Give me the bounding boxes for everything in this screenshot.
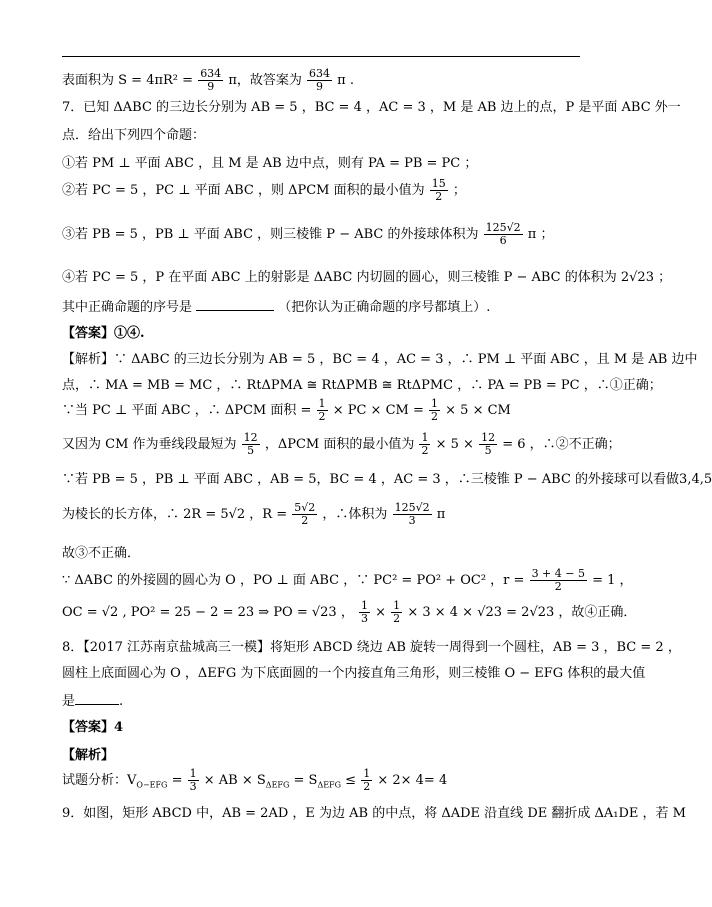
numerator: 15	[431, 177, 446, 190]
fraction	[530, 568, 587, 593]
solution-line	[62, 432, 621, 457]
text: =	[171, 773, 183, 788]
text: ×	[375, 605, 387, 620]
text: 表面积为 S = 4πR² =	[62, 73, 194, 88]
question-8-line3	[62, 692, 123, 710]
text: π ；	[527, 227, 554, 242]
fraction	[317, 398, 328, 423]
denominator: 2	[301, 514, 309, 527]
denominator: 2	[554, 580, 562, 593]
text: ，∴体积为	[322, 507, 388, 522]
question-8-line1: 8．【2017 江苏南京盐城高三一模】将矩形 ABCD 绕边 AB 旋转一周得到一个圆柱，AB = 3 ，BC = 2 ，	[62, 640, 681, 655]
text: × PC × CM =	[332, 403, 424, 418]
denominator: 6	[499, 234, 507, 247]
text: 是	[62, 694, 76, 709]
question-8-line2: 圆柱上底面圆心为 O ，ΔEFG 为下底面圆的一个内接直角三角形，则三棱锥 O − EFG 体积的最大值	[62, 666, 646, 681]
solution-line	[62, 568, 633, 593]
numerator: 1	[189, 767, 197, 780]
denominator: 2	[435, 190, 443, 203]
denominator: 2	[318, 410, 326, 423]
denominator: 2	[431, 410, 438, 423]
numerator: 1	[363, 767, 371, 780]
solution-line	[62, 768, 447, 794]
solution-line	[62, 502, 445, 527]
numerator: 1	[318, 397, 326, 410]
fraction	[429, 398, 440, 423]
solution-line	[62, 600, 636, 625]
numerator: 634	[309, 67, 331, 80]
fraction	[430, 178, 448, 203]
solution-line: ∵若 PB = 5 ，PB ⊥ 平面 ABC ，AB = 5，BC = 4 ，AC = 3 ，∴三棱锥 P − ABC 的外接球可以看做3,4,5	[62, 472, 712, 487]
text: = 6 ，∴②不正确；	[502, 437, 621, 452]
fraction	[393, 502, 432, 527]
subscript: ΔEFG	[317, 780, 341, 790]
denominator: 9	[316, 80, 324, 93]
fraction	[361, 768, 372, 793]
text: × AB × S	[203, 773, 266, 788]
text: 其中正确命题的序号是	[62, 300, 193, 315]
text: × 2× 4= 4	[377, 773, 448, 788]
proposition-3	[62, 222, 553, 247]
proposition-4: ④若 PC = 5 ，P 在平面 ABC 上的射影是 ΔABC 内切圆的圆心，则三棱锥 P − ABC 的体积为 2√23 ；	[62, 270, 672, 285]
numerator: 125√2	[394, 501, 430, 514]
fraction	[307, 68, 332, 93]
text: ∵ ΔABC 的外接圆的圆心为 O ，PO ⊥ 面 ABC ，∵ PC² = PO² + OC² ，r =	[62, 573, 525, 588]
denominator: 3	[189, 780, 197, 793]
answer-blank	[75, 692, 119, 705]
denominator: 5	[247, 444, 255, 457]
numerator: 634	[200, 67, 222, 80]
numerator: 1	[360, 599, 368, 612]
text: OC = √2 , PO² = 25 − 2 = 23 ⇒ PO = √23 ，	[62, 605, 354, 620]
text: ∵当 PC ⊥ 平面 ABC ，∴ ΔPCM 面积 =	[62, 403, 312, 418]
text: ②若 PC = 5 ，PC ⊥ 平面 ABC ，则 ΔPCM 面积的最小值为	[62, 183, 425, 198]
subscript: O−EFG	[136, 780, 168, 790]
solution-line: 故③不正确．	[62, 546, 141, 561]
answer-blank	[196, 298, 274, 311]
solution-line: 点，∴ MA = MB = MC ，∴ RtΔPMA ≅ RtΔPMB ≅ RtΔPMC ，∴ PA = PB = PC ，∴①正确；	[62, 378, 662, 393]
fraction	[484, 222, 523, 247]
solution-line	[62, 398, 511, 423]
text: ③若 PB = 5 ，PB ⊥ 平面 ABC ，则三棱锥 P − ABC 的外接球体积为	[62, 227, 479, 242]
fraction	[188, 768, 199, 793]
numerator: 3 + 4 − 5	[531, 567, 585, 580]
proposition-1: ①若 PM ⊥ 平面 ABC ，且 M 是 AB 边中点，则有 PA = PB = PC ；	[62, 156, 478, 171]
text: π	[436, 507, 446, 522]
text: × 5 × CM	[445, 403, 511, 418]
text-line	[62, 68, 354, 93]
denominator: 2	[421, 444, 429, 457]
numerator: 1	[421, 431, 429, 444]
question-7-ask	[62, 298, 490, 316]
numerator: 5√2	[294, 501, 316, 514]
fraction	[359, 600, 370, 625]
numerator: 12	[243, 431, 258, 444]
answer-7: 【答案】①④.	[62, 326, 145, 341]
text: 为棱长的长方体，∴ 2R = 5√2 ，R =	[62, 507, 288, 522]
question-9-line1: 9．如图，矩形 ABCD 中，AB = 2AD ，E 为边 AB 的中点，将 ΔADE 沿直线 DE 翻折成 ΔA₁DE ，若 M	[62, 806, 686, 821]
text: = 1 ，	[592, 573, 633, 588]
denominator: 2	[363, 780, 371, 793]
denominator: 5	[484, 444, 492, 457]
denominator: 2	[393, 612, 401, 625]
fraction	[198, 68, 223, 93]
fraction	[419, 432, 430, 457]
text: ；	[452, 183, 466, 198]
proposition-2	[62, 178, 466, 203]
text: π，故答案为	[228, 73, 302, 88]
text: 又因为 CM 作为垂线段最短为	[62, 437, 237, 452]
denominator: 3	[408, 514, 416, 527]
fraction	[479, 432, 497, 457]
fraction	[242, 432, 260, 457]
analysis-label: 【解析】	[62, 748, 115, 763]
fraction	[391, 600, 402, 625]
subscript: ΔEFG	[265, 780, 290, 790]
text: ≤	[345, 773, 357, 788]
text: × 3 × 4 × √23 = 2√23 ，故④正确．	[407, 605, 637, 620]
numerator: 1	[431, 397, 438, 410]
answer-8: 【答案】4	[62, 720, 124, 735]
denominator: 3	[360, 612, 368, 625]
text: .	[119, 694, 124, 709]
fraction	[292, 502, 317, 527]
question-7-line1: 7．已知 ΔABC 的三边长分别为 AB = 5 ，BC = 4 ，AC = 3 ，M 是 AB 边上的点，P 是平面 ABC 外一	[62, 100, 681, 115]
numerator: 125√2	[485, 221, 521, 234]
text: ，ΔPCM 面积的最小值为	[264, 437, 415, 452]
text: π .	[337, 73, 354, 88]
text: 试题分析：V	[62, 773, 137, 788]
text: （把你认为正确命题的序号都填上）.	[278, 300, 491, 315]
solution-line: 【解析】∵ ΔABC 的三边长分别为 AB = 5 ，BC = 4 ，AC = 3 ，∴ PM ⊥ 平面 ABC ，且 M 是 AB 边中	[62, 352, 698, 367]
denominator: 9	[207, 80, 215, 93]
text: × 5 ×	[435, 437, 474, 452]
numerator: 12	[481, 431, 496, 444]
numerator: 1	[393, 599, 401, 612]
header-rule	[62, 56, 580, 57]
question-7-line2: 点．给出下列四个命题：	[62, 128, 206, 143]
text: = S	[293, 773, 318, 788]
